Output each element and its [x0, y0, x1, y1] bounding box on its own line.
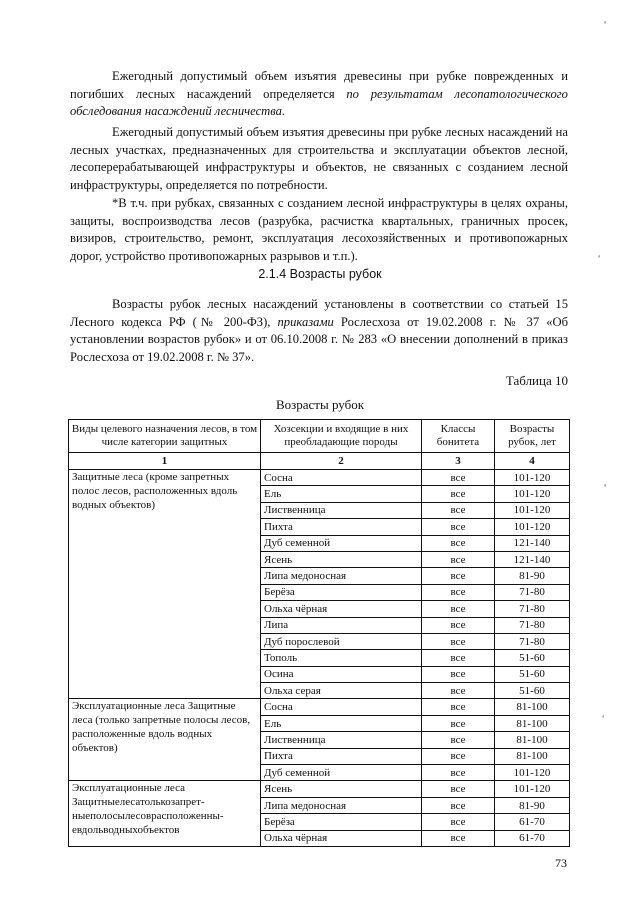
class-cell: все	[422, 568, 495, 584]
table-title: Возрасты рубок	[275, 397, 365, 412]
margin-mark: ʻ	[597, 254, 601, 265]
cutting-ages-table	[68, 419, 570, 847]
section-heading: 2.1.4 Возрасты рубок	[258, 267, 382, 281]
table-row	[69, 781, 570, 797]
forest-category-cell: Эксплуатационные леса Защитныелесатолькозапрет-ныеполосылесоврасположенны-евдольводныхобъектов	[69, 781, 261, 847]
age-cell: 101-120	[495, 502, 570, 518]
age-cell: 121-140	[495, 551, 570, 567]
header-class: Классы бонитета	[422, 420, 495, 453]
age-cell: 81-90	[495, 797, 570, 813]
paragraph-2: Ежегодный допустимый объем изъятия древесины при рубке лесных насаждений на лесных участках, предназначенных для строительства и эксплуатации объектов лесной, лесоперерабатывающей инфраструктуры и объектов, не связанных с созданием лесной инфраструктуры, определяется по потребности.	[70, 125, 568, 192]
age-cell: 71-80	[495, 601, 570, 617]
header-age: Возрасты рубок, лет	[495, 420, 570, 453]
age-cell: 51-60	[495, 650, 570, 666]
age-cell: 81-90	[495, 568, 570, 584]
age-cell: 51-60	[495, 683, 570, 699]
age-cell: 71-80	[495, 584, 570, 600]
species-cell: Осина	[261, 666, 422, 682]
species-cell: Ольха чёрная	[261, 601, 422, 617]
species-cell: Ель	[261, 715, 422, 731]
age-cell: 61-70	[495, 814, 570, 830]
age-cell: 121-140	[495, 535, 570, 551]
species-cell: Сосна	[261, 470, 422, 486]
class-cell: все	[422, 502, 495, 518]
class-cell: все	[422, 470, 495, 486]
table-label: Таблица 10	[505, 373, 568, 388]
species-cell: Тополь	[261, 650, 422, 666]
class-cell: все	[422, 535, 495, 551]
margin-mark: ʻ	[603, 20, 607, 31]
forest-category-cell: Эксплуатационные леса Защитные леса (только запретные полосы лесов, расположенные вдоль водных объектов)	[69, 699, 261, 781]
species-cell: Дуб порослевой	[261, 633, 422, 649]
species-cell: Берёза	[261, 584, 422, 600]
class-cell: все	[422, 584, 495, 600]
age-cell: 101-120	[495, 765, 570, 781]
forest-category-cell: Защитные леса (кроме запретных полос лесов, расположенных вдоль водных объектов)	[69, 470, 261, 699]
species-cell: Дуб семенной	[261, 535, 422, 551]
species-cell: Липа медоносная	[261, 568, 422, 584]
age-cell: 101-120	[495, 781, 570, 797]
class-cell: все	[422, 797, 495, 813]
age-cell: 81-100	[495, 715, 570, 731]
species-cell: Лиственница	[261, 732, 422, 748]
class-cell: все	[422, 486, 495, 502]
column-number: 4	[495, 453, 570, 470]
species-cell: Ель	[261, 486, 422, 502]
species-cell: Берёза	[261, 814, 422, 830]
table-row	[69, 470, 570, 486]
class-cell: все	[422, 601, 495, 617]
class-cell: все	[422, 814, 495, 830]
species-cell: Ясень	[261, 781, 422, 797]
column-number: 2	[261, 453, 422, 470]
age-cell: 71-80	[495, 617, 570, 633]
header-forest-type: Виды целевого назначения лесов, в том числе категории защитных	[69, 420, 261, 453]
class-cell: все	[422, 519, 495, 535]
margin-mark: ʻ	[603, 483, 607, 494]
class-cell: все	[422, 732, 495, 748]
class-cell: все	[422, 830, 495, 846]
species-cell: Ясень	[261, 551, 422, 567]
page-number: 73	[555, 856, 567, 870]
age-cell: 81-100	[495, 748, 570, 764]
species-cell: Сосна	[261, 699, 422, 715]
class-cell: все	[422, 748, 495, 764]
paragraph-1: Ежегодный допустимый объем изъятия древесины при рубке поврежденных и погибших лесных насаждений определяется по результатам лесопатологического обследования насаждений лесничества.	[70, 69, 568, 119]
class-cell: все	[422, 551, 495, 567]
class-cell: все	[422, 765, 495, 781]
class-cell: все	[422, 650, 495, 666]
class-cell: все	[422, 666, 495, 682]
age-cell: 101-120	[495, 486, 570, 502]
age-cell: 81-100	[495, 699, 570, 715]
class-cell: все	[422, 781, 495, 797]
species-cell: Лиственница	[261, 502, 422, 518]
species-cell: Пихта	[261, 748, 422, 764]
column-number: 1	[69, 453, 261, 470]
table-row	[69, 699, 570, 715]
class-cell: все	[422, 683, 495, 699]
class-cell: все	[422, 715, 495, 731]
column-number: 3	[422, 453, 495, 470]
age-cell: 61-70	[495, 830, 570, 846]
paragraph-4: Возрасты рубок лесных насаждений установлены в соответствии со статьей 15 Лесного кодекса РФ (№ 200-ФЗ), приказами Рослесхоза от 19.02.2008 г. № 37 «Об установлении возрастов рубок» и от 06.10.2008 г. № 283 «О внесении дополнений в приказ Рослесхоза от 19.02.2008 г. № 37».	[70, 297, 568, 364]
species-cell: Дуб семенной	[261, 765, 422, 781]
age-cell: 81-100	[495, 732, 570, 748]
age-cell: 101-120	[495, 519, 570, 535]
species-cell: Пихта	[261, 519, 422, 535]
header-species: Хозсекции и входящие в них преобладающие породы	[261, 420, 422, 453]
class-cell: все	[422, 699, 495, 715]
species-cell: Ольха чёрная	[261, 830, 422, 846]
species-cell: Липа	[261, 617, 422, 633]
species-cell: Ольха серая	[261, 683, 422, 699]
paragraph-3: *В т.ч. при рубках, связанных с созданием лесной инфраструктуры в целях охраны, защиты, воспроизводства лесов (разрубка, расчистка квартальных, граничных просек, визиров, строительство, ремонт, эксплуатация лесохозяйственных и противопожарных дорог, устройство противопожарных разрывов и т.п.).	[70, 196, 568, 263]
class-cell: все	[422, 617, 495, 633]
age-cell: 51-60	[495, 666, 570, 682]
age-cell: 101-120	[495, 470, 570, 486]
margin-mark: ʻ	[601, 714, 605, 725]
class-cell: все	[422, 633, 495, 649]
species-cell: Липа медоносная	[261, 797, 422, 813]
age-cell: 71-80	[495, 633, 570, 649]
table-body	[69, 470, 570, 847]
